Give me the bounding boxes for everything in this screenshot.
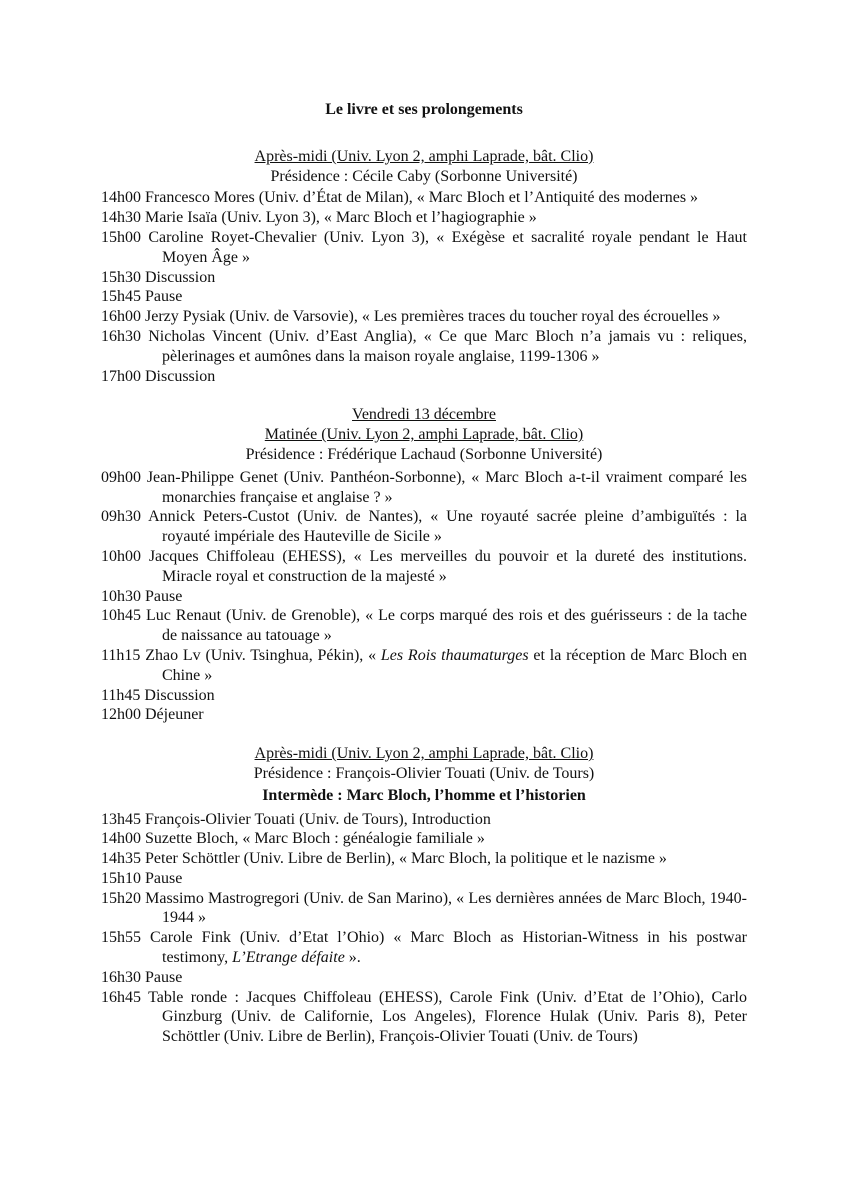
entry-time: 09h30 <box>101 508 141 526</box>
schedule-entry <box>101 829 747 849</box>
schedule-entry <box>101 188 747 208</box>
schedule-entry <box>101 686 747 706</box>
entry-time: 10h00 <box>101 547 141 565</box>
schedule-entry <box>101 928 747 968</box>
entry-text: Discussion <box>145 268 216 286</box>
page-title: Le livre et ses prolongements <box>325 101 523 118</box>
entry-time: 15h10 <box>101 869 141 887</box>
entry-text: Marie Isaïa (Univ. Lyon 3), « Marc Bloch et l’hagiographie » <box>145 209 537 227</box>
entry-text: Annick Peters-Custot (Univ. de Nantes), « Une royauté sacrée pleine d’ambiguïtés : la royauté impériale des Hauteville de Sicile » <box>148 508 747 546</box>
entry-text-after: et la réception de Marc Bloch en Chine » <box>162 646 748 684</box>
section-afternoon-2 <box>101 744 747 1047</box>
schedule-entry <box>101 468 747 508</box>
schedule-entry <box>101 208 747 228</box>
schedule-entry <box>101 968 747 988</box>
entry-text-before: Carole Fink (Univ. d’Etat l’Ohio) « Marc Bloch as Historian-Witness in his postwar testimony, <box>149 929 748 967</box>
section-subtitle: Intermède : Marc Bloch, l’homme et l’historien <box>262 786 586 804</box>
schedule-entry <box>101 287 747 307</box>
entry-text: Jerzy Pysiak (Univ. de Varsovie), « Les premières traces du toucher royal des écrouelles » <box>145 308 721 326</box>
entry-text: Massimo Mastrogregori (Univ. de San Marino), « Les dernières années de Marc Bloch, 1940-1944 » <box>145 889 747 927</box>
entry-text: Discussion <box>145 367 216 385</box>
entry-time: 13h45 <box>101 810 141 828</box>
entry-time: 10h30 <box>101 587 141 605</box>
schedule-entry <box>101 606 747 646</box>
section-header: Matinée (Univ. Lyon 2, amphi Laprade, bât. Clio) <box>264 426 584 444</box>
entry-text: François-Olivier Touati (Univ. de Tours), Introduction <box>145 810 491 828</box>
entry-text-after: ». <box>344 949 361 967</box>
entry-time: 15h55 <box>101 929 141 947</box>
entry-text: Discussion <box>144 686 215 704</box>
section-afternoon-1 <box>101 147 747 387</box>
section-friday-morning <box>101 405 747 725</box>
schedule-entry <box>101 889 747 929</box>
section-date: Vendredi 13 décembre <box>352 406 496 424</box>
entry-time: 15h30 <box>101 268 141 286</box>
entry-time: 14h35 <box>101 850 141 868</box>
entry-text-before: Zhao Lv (Univ. Tsinghua, Pékin), « <box>145 646 381 664</box>
schedule-entry <box>101 869 747 889</box>
entry-time: 16h30 <box>101 968 141 986</box>
schedule-entry <box>101 646 747 686</box>
document-content <box>101 100 747 1047</box>
entry-text: Pause <box>145 869 183 887</box>
entry-text: Pause <box>145 288 183 306</box>
entry-text: Suzette Bloch, « Marc Bloch : généalogie familiale » <box>145 830 485 848</box>
entry-time: 14h00 <box>101 830 141 848</box>
entry-time: 15h45 <box>101 288 141 306</box>
schedule-entry <box>101 307 747 327</box>
schedule-entry <box>101 327 747 367</box>
presidence: Présidence : Cécile Caby (Sorbonne Université) <box>270 167 578 185</box>
section-header: Après-midi (Univ. Lyon 2, amphi Laprade, bât. Clio) <box>254 147 594 165</box>
entry-time: 11h45 <box>101 686 141 704</box>
schedule-entry <box>101 587 747 607</box>
entry-text: Pause <box>145 587 183 605</box>
section-header: Après-midi (Univ. Lyon 2, amphi Laprade, bât. Clio) <box>254 745 594 763</box>
entry-time: 14h00 <box>101 189 141 207</box>
entry-text: Déjeuner <box>145 706 204 724</box>
entry-time: 15h20 <box>101 889 141 907</box>
entry-text: Peter Schöttler (Univ. Libre de Berlin), « Marc Bloch, la politique et le nazisme » <box>145 850 667 868</box>
entry-text: Francesco Mores (Univ. d’État de Milan), « Marc Bloch et l’Antiquité des modernes » <box>145 189 699 207</box>
schedule-entry <box>101 228 747 268</box>
schedule-entry <box>101 268 747 288</box>
schedule-entry <box>101 810 747 830</box>
entry-text: Table ronde : Jacques Chiffoleau (EHESS), Carole Fink (Univ. d’Etat de l’Ohio), Carlo Ginzburg (Univ. de Californie, Los Angeles), Florence Hulak (Univ. Paris 8), Peter Schöttler (Univ. Libre de Berlin), François-Olivier Touati (Univ. de Tours) <box>148 988 747 1046</box>
entry-time: 14h30 <box>101 209 141 227</box>
entry-time: 16h45 <box>101 988 141 1006</box>
entry-time: 09h00 <box>101 468 141 486</box>
entry-text: Luc Renaut (Univ. de Grenoble), « Le corps marqué des rois et des guérisseurs : de la tache de naissance au tatouage » <box>145 607 748 645</box>
entry-time: 11h15 <box>101 646 141 664</box>
entry-time: 10h45 <box>101 607 141 625</box>
schedule-entry <box>101 988 747 1047</box>
section-spacer <box>101 725 747 744</box>
entry-time: 16h30 <box>101 327 141 345</box>
section-spacer <box>101 386 747 405</box>
entry-text: Nicholas Vincent (Univ. d’East Anglia), « Ce que Marc Bloch n’a jamais vu : reliques, pèlerinages et aumônes dans la maison royale anglaise, 1199-1306 » <box>148 327 747 365</box>
schedule-entry <box>101 507 747 547</box>
entry-time: 17h00 <box>101 367 141 385</box>
book-title: Les Rois thaumaturges <box>380 646 529 664</box>
entry-text: Jean-Philippe Genet (Univ. Panthéon-Sorbonne), « Marc Bloch a-t-il vraiment comparé les monarchies française et anglaise ? » <box>146 468 748 506</box>
presidence: Présidence : François-Olivier Touati (Univ. de Tours) <box>253 764 595 782</box>
schedule-entry <box>101 547 747 587</box>
entry-time: 15h00 <box>101 228 141 246</box>
schedule-entry <box>101 367 747 387</box>
book-title: L’Etrange défaite <box>232 949 345 967</box>
schedule-entry <box>101 705 747 725</box>
presidence: Présidence : Frédérique Lachaud (Sorbonne Université) <box>245 445 603 463</box>
entry-time: 16h00 <box>101 308 141 326</box>
entry-time: 12h00 <box>101 706 141 724</box>
schedule-entry <box>101 849 747 869</box>
entry-text: Pause <box>145 968 183 986</box>
entry-text: Caroline Royet-Chevalier (Univ. Lyon 3), « Exégèse et sacralité royale pendant le Haut Moyen Âge » <box>148 228 748 266</box>
entry-text: Jacques Chiffoleau (EHESS), « Les merveilles du pouvoir et la dureté des institutions. Miracle royal et construction de la majesté » <box>148 547 748 585</box>
